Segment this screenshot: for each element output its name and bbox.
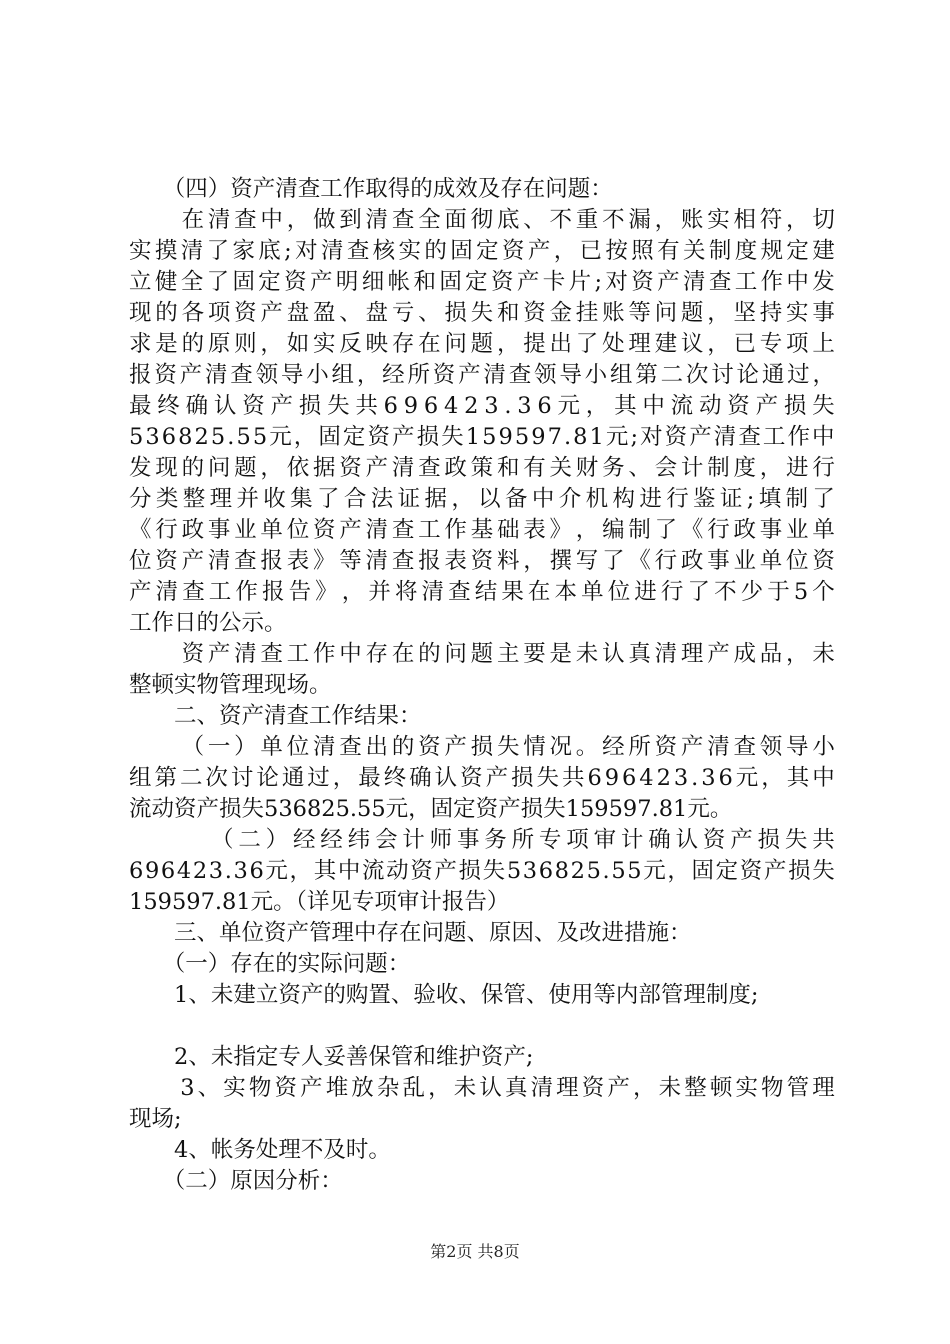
paragraph-line: 立 健 全 了 固 定 资 产 明 细 帐 和 固 定 资 产 卡 片 ; 对 资 产 清 查 工 作 中 发 [129, 269, 835, 295]
paragraph-line: （ 二 ） 经 经 纬 会 计 师 事 务 所 专 项 审 计 确 认 资 产 损 失 共 [210, 827, 835, 853]
paragraph-line: 5 3 6 8 2 5 . 5 5 元 ， 固 定 资 产 损 失 1 5 9 5 9 7 . 8 1 元 ; 对 资 产 清 查 工 作 中 [129, 424, 835, 450]
paragraph-line: 现 的 各 项 资 产 盘 盈 、 盘 亏 、 损 失 和 资 金 挂 账 等 问 题 ， 坚 持 实 事 [129, 300, 835, 326]
list-item: 4、帐务处理不及时。 [129, 1137, 391, 1163]
page-footer: 第2页 共8页 [430, 1242, 520, 1261]
subheading-actual-problems: （一）存在的实际问题： [129, 951, 411, 977]
paragraph-line: 位 资 产 清 查 报 表 》 等 清 查 报 表 资 料 ， 撰 写 了 《 行 政 事 业 单 位 资 [129, 548, 835, 574]
list-item: 2、未指定专人妥善保管和维护资产; [129, 1044, 534, 1070]
paragraph-line: 最 终 确 认 资 产 损 失 共 6 9 6 4 2 3 . 3 6 元 ， 其 中 流 动 资 产 损 失 [129, 393, 835, 419]
paragraph-line: 产 清 查 工 作 报 告 》 ， 并 将 清 查 结 果 在 本 单 位 进 行 了 不 少 于 5 个 [129, 579, 835, 605]
paragraph-line: 发 现 的 问 题 ， 依 据 资 产 清 查 政 策 和 有 关 财 务 、 会 计 制 度 ， 进 行 [129, 455, 835, 481]
paragraph-line: 组 第 二 次 讨 论 通 过 ， 最 终 确 认 资 产 损 失 共 6 9 6 4 2 3 . 3 6 元 ， 其 中 [129, 765, 835, 791]
paragraph-line: 整顿实物管理现场。 [129, 672, 332, 698]
subheading-cause-analysis: （二）原因分析： [129, 1168, 343, 1194]
section-heading-problems: 三、单位资产管理中存在问题、原因、及改进措施： [129, 920, 692, 946]
paragraph-line: （ 一 ） 单 位 清 查 出 的 资 产 损 失 情 况 。 经 所 资 产 清 查 领 导 小 [181, 734, 835, 760]
heading-asset-check-results: （四）资产清查工作取得的成效及存在问题： [129, 176, 613, 202]
paragraph-line: 分 类 整 理 并 收 集 了 合 法 证 据 ， 以 备 中 介 机 构 进 行 鉴 证 ; 填 制 了 [129, 486, 835, 512]
paragraph-line: 工作日的公示。 [129, 610, 287, 636]
paragraph-line: 6 9 6 4 2 3 . 3 6 元 ， 其 中 流 动 资 产 损 失 5 3 6 8 2 5 . 5 5 元 ， 固 定 资 产 损 失 [129, 858, 835, 884]
paragraph-line: 求 是 的 原 则 ， 如 实 反 映 存 在 问 题 ， 提 出 了 处 理 建 议 ， 已 专 项 上 [129, 331, 835, 357]
paragraph-line: 报 资 产 清 查 领 导 小 组 ， 经 所 资 产 清 查 领 导 小 组 第 二 次 讨 论 通 过 ， [129, 362, 835, 388]
list-item: 1、未建立资产的购置、验收、保管、使用等内部管理制度; [129, 982, 759, 1008]
paragraph-line: 在 清 查 中 ， 做 到 清 查 全 面 彻 底 、 不 重 不 漏 ， 账 实 相 符 ， 切 [181, 207, 835, 233]
paragraph-line: 159597.81元。（详见专项审计报告） [129, 889, 510, 915]
section-heading-results: 二、资产清查工作结果： [129, 703, 422, 729]
paragraph-line: 《 行 政 事 业 单 位 资 产 清 查 工 作 基 础 表 》 ， 编 制 了 《 行 政 事 业 单 [129, 517, 835, 543]
list-item-continued: 现场; [129, 1106, 182, 1132]
paragraph-line: 资 产 清 查 工 作 中 存 在 的 问 题 主 要 是 未 认 真 清 理 产 成 品 ， 未 [181, 641, 835, 667]
paragraph-line: 流动资产损失536825.55元，固定资产损失159597.81元。 [129, 796, 733, 822]
list-item: 3 、 实 物 资 产 堆 放 杂 乱 ， 未 认 真 清 理 资 产 ， 未 整 顿 实 物 管 理 [180, 1075, 835, 1101]
paragraph-line: 实 摸 清 了 家 底 ; 对 清 查 核 实 的 固 定 资 产 ， 已 按 照 有 关 制 度 规 定 建 [129, 238, 835, 264]
